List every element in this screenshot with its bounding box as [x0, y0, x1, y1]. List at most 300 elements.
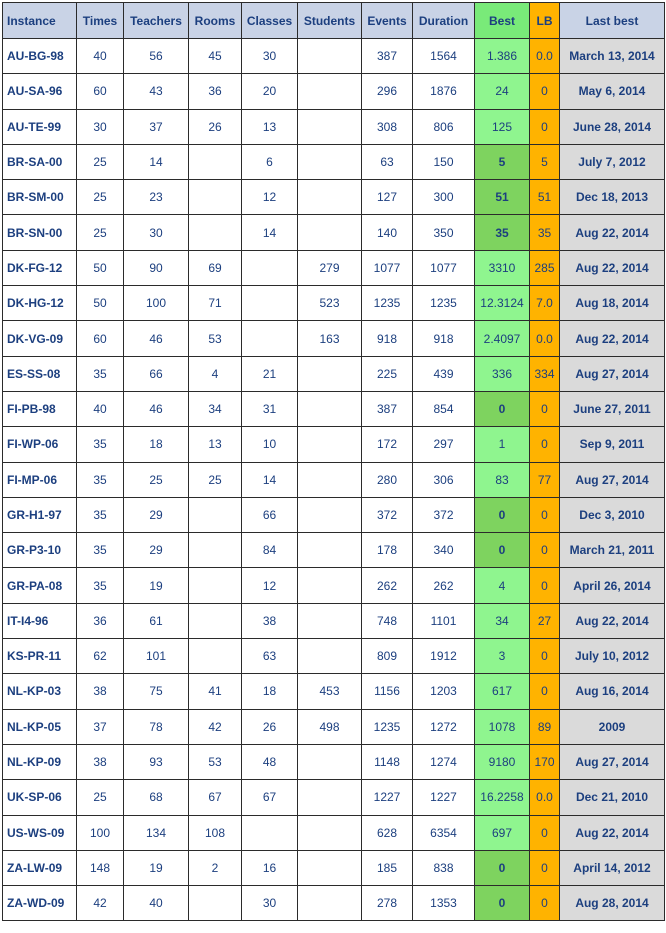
table-row[interactable] [3, 744, 665, 779]
best-cell: 336 [475, 356, 530, 391]
classes-cell: 38 [242, 603, 298, 638]
times-cell: 35 [77, 462, 124, 497]
teachers-cell: 101 [124, 639, 189, 674]
duration-cell: 1876 [413, 74, 475, 109]
last-best-cell: 2009 [560, 709, 665, 744]
table-row[interactable] [3, 850, 665, 885]
students-cell [298, 744, 362, 779]
events-cell: 1077 [362, 250, 413, 285]
table-body [3, 39, 665, 921]
times-cell: 25 [77, 780, 124, 815]
last-best-cell: Aug 22, 2014 [560, 215, 665, 250]
last-best-cell: July 7, 2012 [560, 144, 665, 179]
classes-cell: 26 [242, 709, 298, 744]
students-cell [298, 215, 362, 250]
times-cell: 38 [77, 744, 124, 779]
students-cell [298, 639, 362, 674]
times-cell: 42 [77, 886, 124, 921]
events-cell: 387 [362, 39, 413, 74]
best-cell: 5 [475, 144, 530, 179]
table-row[interactable] [3, 886, 665, 921]
rooms-cell: 53 [189, 321, 242, 356]
teachers-cell: 43 [124, 74, 189, 109]
last-best-cell: Aug 27, 2014 [560, 356, 665, 391]
last-best-cell: Aug 22, 2014 [560, 250, 665, 285]
rooms-cell: 71 [189, 286, 242, 321]
rooms-cell [189, 639, 242, 674]
best-cell: 34 [475, 603, 530, 638]
events-cell: 140 [362, 215, 413, 250]
table-row[interactable] [3, 74, 665, 109]
duration-cell: 306 [413, 462, 475, 497]
teachers-cell: 30 [124, 215, 189, 250]
rooms-cell: 2 [189, 850, 242, 885]
classes-cell: 12 [242, 180, 298, 215]
best-cell: 1078 [475, 709, 530, 744]
events-cell: 1235 [362, 709, 413, 744]
last-best-cell: April 26, 2014 [560, 568, 665, 603]
times-cell: 30 [77, 109, 124, 144]
times-cell: 50 [77, 286, 124, 321]
best-cell: 24 [475, 74, 530, 109]
instance-cell[interactable]: AU-TE-99 [3, 109, 77, 144]
duration-cell: 340 [413, 533, 475, 568]
rooms-cell: 108 [189, 815, 242, 850]
column-header-last-best[interactable]: Last best [560, 3, 665, 39]
classes-cell: 18 [242, 674, 298, 709]
duration-cell: 6354 [413, 815, 475, 850]
best-cell: 51 [475, 180, 530, 215]
classes-cell: 63 [242, 639, 298, 674]
best-cell: 125 [475, 109, 530, 144]
lb-cell: 285 [530, 250, 560, 285]
column-header-times[interactable]: Times [77, 3, 124, 39]
best-cell: 0 [475, 886, 530, 921]
lb-cell: 0 [530, 109, 560, 144]
best-cell: 3310 [475, 250, 530, 285]
lb-cell: 0 [530, 886, 560, 921]
teachers-cell: 66 [124, 356, 189, 391]
duration-cell: 350 [413, 215, 475, 250]
column-header-best[interactable]: Best [475, 3, 530, 39]
teachers-cell: 46 [124, 321, 189, 356]
instance-cell[interactable]: NL-KP-09 [3, 744, 77, 779]
table-header [3, 3, 665, 39]
classes-cell [242, 321, 298, 356]
classes-cell: 31 [242, 391, 298, 426]
duration-cell: 806 [413, 109, 475, 144]
students-cell [298, 568, 362, 603]
teachers-cell: 14 [124, 144, 189, 179]
students-cell [298, 74, 362, 109]
table-row[interactable] [3, 603, 665, 638]
last-best-cell: March 21, 2011 [560, 533, 665, 568]
instance-cell[interactable]: ZA-WD-09 [3, 886, 77, 921]
table-row[interactable] [3, 250, 665, 285]
lb-cell: 0 [530, 850, 560, 885]
classes-cell: 30 [242, 886, 298, 921]
classes-cell: 48 [242, 744, 298, 779]
events-cell: 809 [362, 639, 413, 674]
table-row[interactable] [3, 180, 665, 215]
last-best-cell: June 28, 2014 [560, 109, 665, 144]
lb-cell: 7.0 [530, 286, 560, 321]
times-cell: 100 [77, 815, 124, 850]
events-cell: 372 [362, 497, 413, 532]
students-cell: 453 [298, 674, 362, 709]
teachers-cell: 90 [124, 250, 189, 285]
rooms-cell [189, 180, 242, 215]
last-best-cell: Dec 18, 2013 [560, 180, 665, 215]
teachers-cell: 75 [124, 674, 189, 709]
duration-cell: 372 [413, 497, 475, 532]
best-cell: 4 [475, 568, 530, 603]
table-row[interactable] [3, 391, 665, 426]
events-cell: 748 [362, 603, 413, 638]
classes-cell: 14 [242, 462, 298, 497]
table-row[interactable] [3, 286, 665, 321]
table-row[interactable] [3, 780, 665, 815]
rooms-cell: 69 [189, 250, 242, 285]
table-row[interactable] [3, 462, 665, 497]
table-row[interactable] [3, 674, 665, 709]
events-cell: 63 [362, 144, 413, 179]
students-cell [298, 886, 362, 921]
lb-cell: 0 [530, 391, 560, 426]
events-cell: 918 [362, 321, 413, 356]
duration-cell: 439 [413, 356, 475, 391]
events-cell: 185 [362, 850, 413, 885]
times-cell: 35 [77, 427, 124, 462]
teachers-cell: 19 [124, 568, 189, 603]
best-cell: 697 [475, 815, 530, 850]
students-cell [298, 497, 362, 532]
instance-cell[interactable]: FI-WP-06 [3, 427, 77, 462]
best-cell: 16.2258 [475, 780, 530, 815]
duration-cell: 262 [413, 568, 475, 603]
teachers-cell: 23 [124, 180, 189, 215]
duration-cell: 918 [413, 321, 475, 356]
lb-cell: 0.0 [530, 39, 560, 74]
classes-cell: 16 [242, 850, 298, 885]
lb-cell: 0 [530, 568, 560, 603]
events-cell: 280 [362, 462, 413, 497]
rooms-cell: 13 [189, 427, 242, 462]
benchmark-results-table [2, 2, 665, 921]
rooms-cell [189, 497, 242, 532]
times-cell: 38 [77, 674, 124, 709]
teachers-cell: 61 [124, 603, 189, 638]
rooms-cell: 25 [189, 462, 242, 497]
events-cell: 127 [362, 180, 413, 215]
teachers-cell: 100 [124, 286, 189, 321]
students-cell [298, 815, 362, 850]
best-cell: 35 [475, 215, 530, 250]
last-best-cell: Aug 16, 2014 [560, 674, 665, 709]
lb-cell: 0 [530, 497, 560, 532]
teachers-cell: 18 [124, 427, 189, 462]
instance-cell[interactable]: FI-PB-98 [3, 391, 77, 426]
best-cell: 1 [475, 427, 530, 462]
students-cell [298, 391, 362, 426]
instance-cell[interactable]: AU-BG-98 [3, 39, 77, 74]
last-best-cell: Aug 18, 2014 [560, 286, 665, 321]
last-best-cell: May 6, 2014 [560, 74, 665, 109]
rooms-cell [189, 144, 242, 179]
teachers-cell: 68 [124, 780, 189, 815]
classes-cell [242, 286, 298, 321]
best-cell: 617 [475, 674, 530, 709]
duration-cell: 1077 [413, 250, 475, 285]
students-cell [298, 427, 362, 462]
teachers-cell: 56 [124, 39, 189, 74]
rooms-cell: 67 [189, 780, 242, 815]
last-best-cell: July 10, 2012 [560, 639, 665, 674]
table-row[interactable] [3, 109, 665, 144]
last-best-cell: Aug 27, 2014 [560, 462, 665, 497]
table-row[interactable] [3, 427, 665, 462]
rooms-cell [189, 603, 242, 638]
best-cell: 0 [475, 497, 530, 532]
instance-cell[interactable]: AU-SA-96 [3, 74, 77, 109]
students-cell: 163 [298, 321, 362, 356]
lb-cell: 77 [530, 462, 560, 497]
lb-cell: 0 [530, 74, 560, 109]
rooms-cell [189, 215, 242, 250]
instance-cell[interactable]: DK-VG-09 [3, 321, 77, 356]
instance-cell[interactable]: UK-SP-06 [3, 780, 77, 815]
events-cell: 1156 [362, 674, 413, 709]
classes-cell [242, 815, 298, 850]
students-cell [298, 109, 362, 144]
rooms-cell: 42 [189, 709, 242, 744]
events-cell: 172 [362, 427, 413, 462]
duration-cell: 1274 [413, 744, 475, 779]
last-best-cell: Sep 9, 2011 [560, 427, 665, 462]
last-best-cell: Aug 27, 2014 [560, 744, 665, 779]
duration-cell: 1564 [413, 39, 475, 74]
teachers-cell: 37 [124, 109, 189, 144]
last-best-cell: June 27, 2011 [560, 391, 665, 426]
teachers-cell: 46 [124, 391, 189, 426]
duration-cell: 1101 [413, 603, 475, 638]
column-header-rooms[interactable]: Rooms [189, 3, 242, 39]
times-cell: 36 [77, 603, 124, 638]
events-cell: 1148 [362, 744, 413, 779]
events-cell: 387 [362, 391, 413, 426]
header-row [3, 3, 665, 39]
best-cell: 1.386 [475, 39, 530, 74]
duration-cell: 1227 [413, 780, 475, 815]
table-row[interactable] [3, 533, 665, 568]
duration-cell: 150 [413, 144, 475, 179]
rooms-cell [189, 886, 242, 921]
times-cell: 40 [77, 39, 124, 74]
students-cell [298, 533, 362, 568]
rooms-cell [189, 533, 242, 568]
students-cell: 498 [298, 709, 362, 744]
last-best-cell: March 13, 2014 [560, 39, 665, 74]
classes-cell: 84 [242, 533, 298, 568]
last-best-cell: Dec 21, 2010 [560, 780, 665, 815]
instance-cell[interactable]: BR-SA-00 [3, 144, 77, 179]
last-best-cell: Aug 22, 2014 [560, 815, 665, 850]
lb-cell: 170 [530, 744, 560, 779]
instance-cell[interactable]: GR-H1-97 [3, 497, 77, 532]
events-cell: 308 [362, 109, 413, 144]
students-cell [298, 39, 362, 74]
table-row[interactable] [3, 144, 665, 179]
lb-cell: 0 [530, 639, 560, 674]
classes-cell: 10 [242, 427, 298, 462]
rooms-cell: 45 [189, 39, 242, 74]
lb-cell: 0 [530, 674, 560, 709]
column-header-teachers[interactable]: Teachers [124, 3, 189, 39]
events-cell: 225 [362, 356, 413, 391]
duration-cell: 1912 [413, 639, 475, 674]
last-best-cell: Aug 22, 2014 [560, 603, 665, 638]
duration-cell: 297 [413, 427, 475, 462]
events-cell: 628 [362, 815, 413, 850]
column-header-lb[interactable]: LB [530, 3, 560, 39]
instance-cell[interactable]: BR-SM-00 [3, 180, 77, 215]
classes-cell: 6 [242, 144, 298, 179]
instance-cell[interactable]: GR-P3-10 [3, 533, 77, 568]
rooms-cell: 53 [189, 744, 242, 779]
times-cell: 25 [77, 215, 124, 250]
teachers-cell: 25 [124, 462, 189, 497]
times-cell: 25 [77, 144, 124, 179]
instance-cell[interactable]: ES-SS-08 [3, 356, 77, 391]
classes-cell: 66 [242, 497, 298, 532]
rooms-cell: 41 [189, 674, 242, 709]
classes-cell: 21 [242, 356, 298, 391]
classes-cell: 13 [242, 109, 298, 144]
column-header-duration[interactable]: Duration [413, 3, 475, 39]
events-cell: 178 [362, 533, 413, 568]
column-header-students[interactable]: Students [298, 3, 362, 39]
students-cell [298, 462, 362, 497]
students-cell [298, 850, 362, 885]
teachers-cell: 40 [124, 886, 189, 921]
lb-cell: 35 [530, 215, 560, 250]
times-cell: 35 [77, 356, 124, 391]
last-best-cell: April 14, 2012 [560, 850, 665, 885]
times-cell: 50 [77, 250, 124, 285]
best-cell: 12.3124 [475, 286, 530, 321]
teachers-cell: 93 [124, 744, 189, 779]
table-row[interactable] [3, 815, 665, 850]
events-cell: 278 [362, 886, 413, 921]
instance-cell[interactable]: NL-KP-05 [3, 709, 77, 744]
times-cell: 25 [77, 180, 124, 215]
last-best-cell: Dec 3, 2010 [560, 497, 665, 532]
events-cell: 296 [362, 74, 413, 109]
best-cell: 2.4097 [475, 321, 530, 356]
lb-cell: 89 [530, 709, 560, 744]
column-header-instance[interactable]: Instance [3, 3, 77, 39]
events-cell: 1235 [362, 286, 413, 321]
best-cell: 0 [475, 850, 530, 885]
table-row[interactable] [3, 321, 665, 356]
best-cell: 3 [475, 639, 530, 674]
rooms-cell: 34 [189, 391, 242, 426]
lb-cell: 334 [530, 356, 560, 391]
instance-cell[interactable]: GR-PA-08 [3, 568, 77, 603]
instance-cell[interactable]: NL-KP-03 [3, 674, 77, 709]
table-row[interactable] [3, 356, 665, 391]
lb-cell: 5 [530, 144, 560, 179]
classes-cell: 12 [242, 568, 298, 603]
best-cell: 0 [475, 391, 530, 426]
instance-cell[interactable]: BR-SN-00 [3, 215, 77, 250]
best-cell: 0 [475, 533, 530, 568]
instance-cell[interactable]: US-WS-09 [3, 815, 77, 850]
classes-cell: 67 [242, 780, 298, 815]
instance-cell[interactable]: DK-HG-12 [3, 286, 77, 321]
instance-cell[interactable]: IT-I4-96 [3, 603, 77, 638]
table-row[interactable] [3, 709, 665, 744]
times-cell: 37 [77, 709, 124, 744]
students-cell [298, 603, 362, 638]
table-row[interactable] [3, 639, 665, 674]
last-best-cell: Aug 22, 2014 [560, 321, 665, 356]
lb-cell: 0 [530, 427, 560, 462]
table-row[interactable] [3, 497, 665, 532]
table-row[interactable] [3, 39, 665, 74]
events-cell: 262 [362, 568, 413, 603]
lb-cell: 0 [530, 533, 560, 568]
classes-cell: 30 [242, 39, 298, 74]
rooms-cell: 4 [189, 356, 242, 391]
instance-cell[interactable]: KS-PR-11 [3, 639, 77, 674]
instance-cell[interactable]: DK-FG-12 [3, 250, 77, 285]
instance-cell[interactable]: ZA-LW-09 [3, 850, 77, 885]
times-cell: 62 [77, 639, 124, 674]
classes-cell [242, 250, 298, 285]
duration-cell: 1235 [413, 286, 475, 321]
duration-cell: 1353 [413, 886, 475, 921]
times-cell: 35 [77, 497, 124, 532]
best-cell: 83 [475, 462, 530, 497]
duration-cell: 300 [413, 180, 475, 215]
table-row[interactable] [3, 215, 665, 250]
students-cell [298, 180, 362, 215]
column-header-classes[interactable]: Classes [242, 3, 298, 39]
teachers-cell: 29 [124, 497, 189, 532]
instance-cell[interactable]: FI-MP-06 [3, 462, 77, 497]
rooms-cell: 26 [189, 109, 242, 144]
duration-cell: 1272 [413, 709, 475, 744]
lb-cell: 0.0 [530, 780, 560, 815]
teachers-cell: 78 [124, 709, 189, 744]
duration-cell: 1203 [413, 674, 475, 709]
times-cell: 35 [77, 533, 124, 568]
table-row[interactable] [3, 568, 665, 603]
times-cell: 35 [77, 568, 124, 603]
last-best-cell: Aug 28, 2014 [560, 886, 665, 921]
times-cell: 60 [77, 74, 124, 109]
students-cell [298, 144, 362, 179]
classes-cell: 20 [242, 74, 298, 109]
teachers-cell: 19 [124, 850, 189, 885]
lb-cell: 0.0 [530, 321, 560, 356]
rooms-cell [189, 568, 242, 603]
events-cell: 1227 [362, 780, 413, 815]
students-cell: 279 [298, 250, 362, 285]
duration-cell: 854 [413, 391, 475, 426]
column-header-events[interactable]: Events [362, 3, 413, 39]
